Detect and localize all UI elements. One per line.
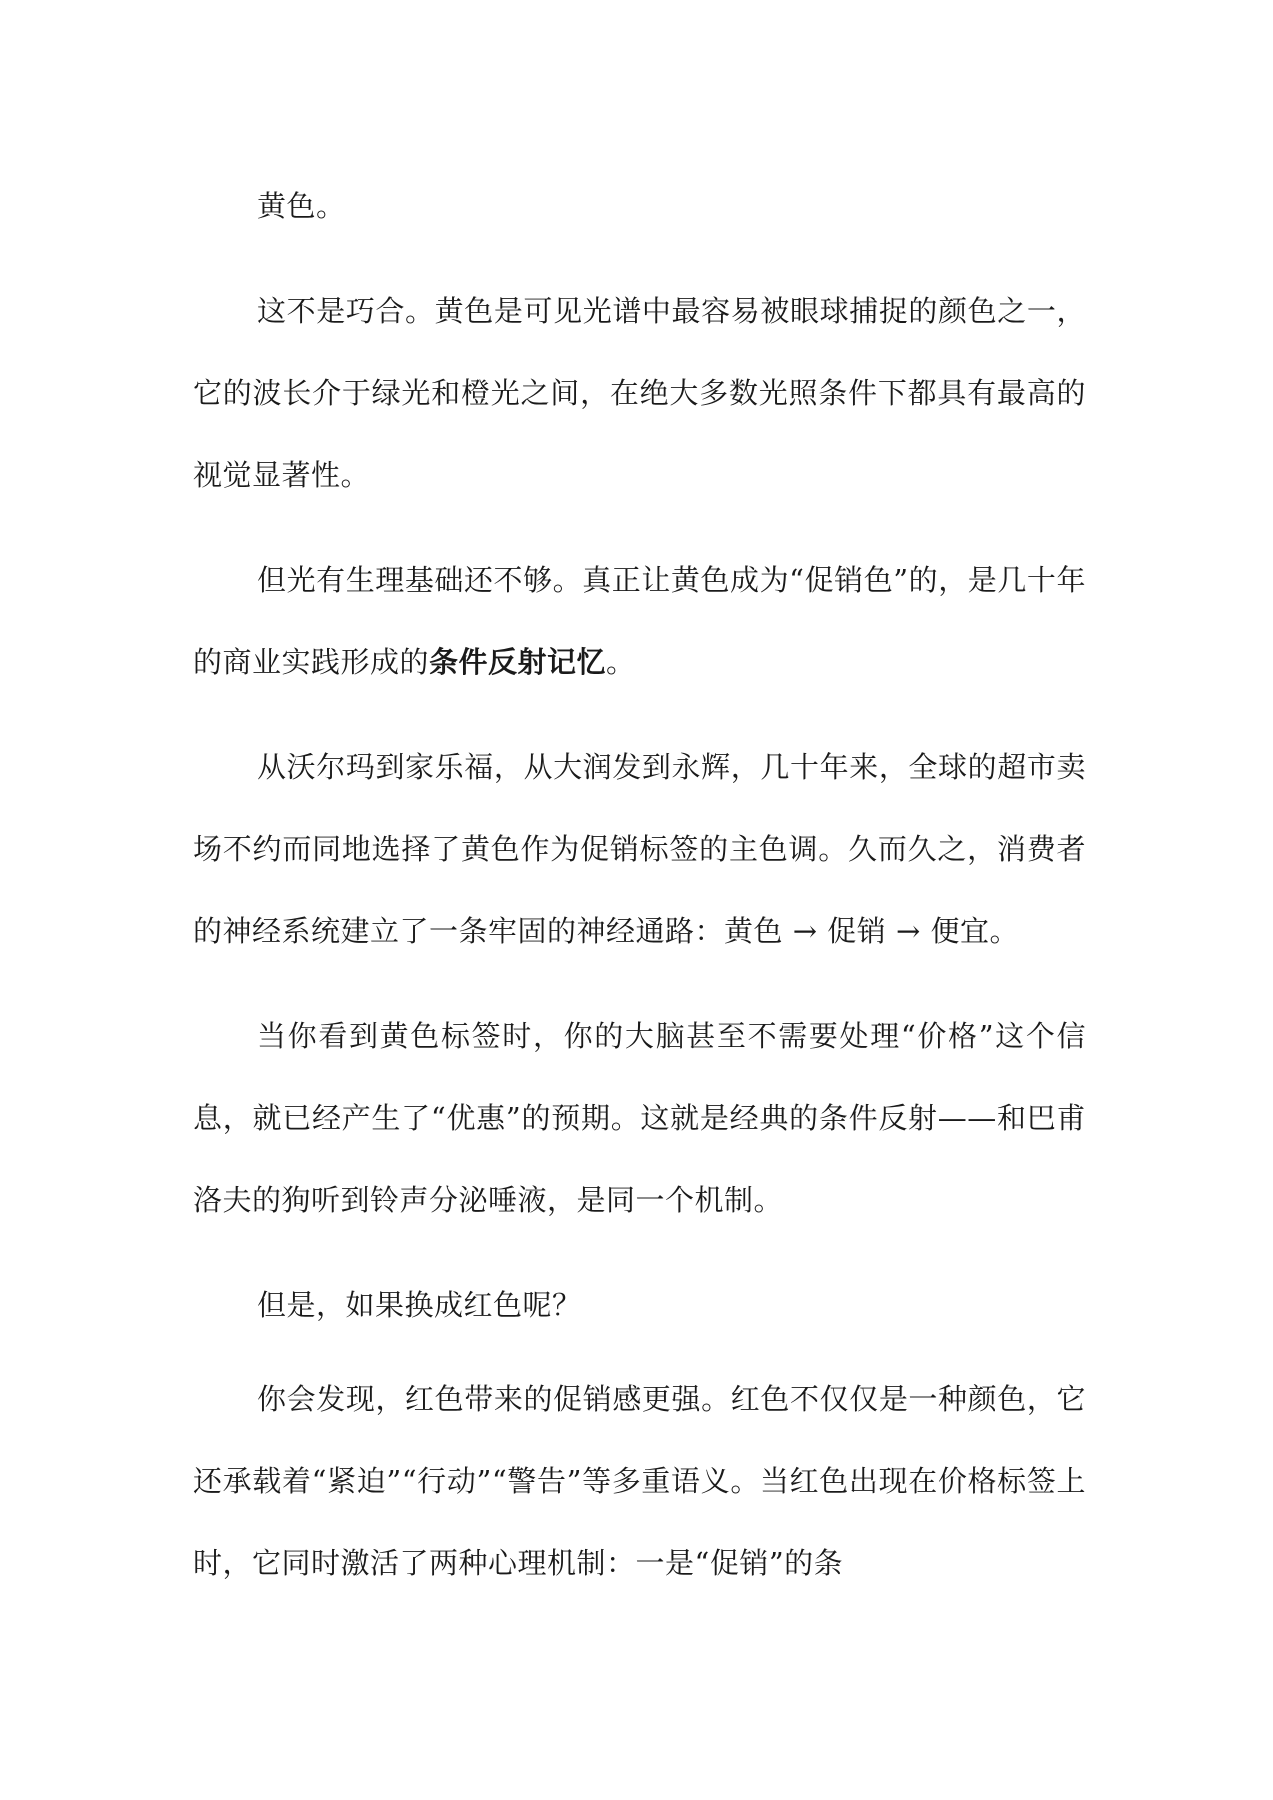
paragraph-3 [193, 539, 1086, 703]
paragraph-7: 你会发现，红色带来的促销感更强。红色不仅仅是一种颜色，它还承载着“紧迫”“行动”“警告”等多重语义。当红色出现在价格标签上时，它同时激活了两种心理机制：一是“促销”的条 [193, 1382, 1086, 1580]
paragraph-6: 但是，如果换成红色呢？ [257, 1288, 582, 1322]
paragraph-4: 从沃尔玛到家乐福，从大润发到永辉，几十年来，全球的超市卖场不约而同地选择了黄色作为促销标签的主色调。久而久之，消费者的神经系统建立了一条牢固的神经通路：黄色 → 促销 → 便宜。 [193, 750, 1086, 948]
article-body [193, 165, 1086, 1627]
paragraph-3-end: 。 [606, 645, 636, 679]
paragraph-1: 黄色。 [257, 189, 346, 223]
paragraph-2: 这不是巧合。黄色是可见光谱中最容易被眼球捕捉的颜色之一，它的波长介于绿光和橙光之间，在绝大多数光照条件下都具有最高的视觉显著性。 [193, 294, 1086, 492]
paragraph-5: 当你看到黄色标签时，你的大脑甚至不需要处理“价格”这个信息，就已经产生了“优惠”的预期。这就是经典的条件反射——和巴甫洛夫的狗听到铃声分泌唾液，是同一个机制。 [193, 1019, 1086, 1217]
paragraph-3-text: 但光有生理基础还不够。真正让黄色成为“促销色”的，是几十年的商业实践形成的 [193, 563, 1086, 679]
bold-term: 条件反射记忆 [429, 645, 607, 679]
